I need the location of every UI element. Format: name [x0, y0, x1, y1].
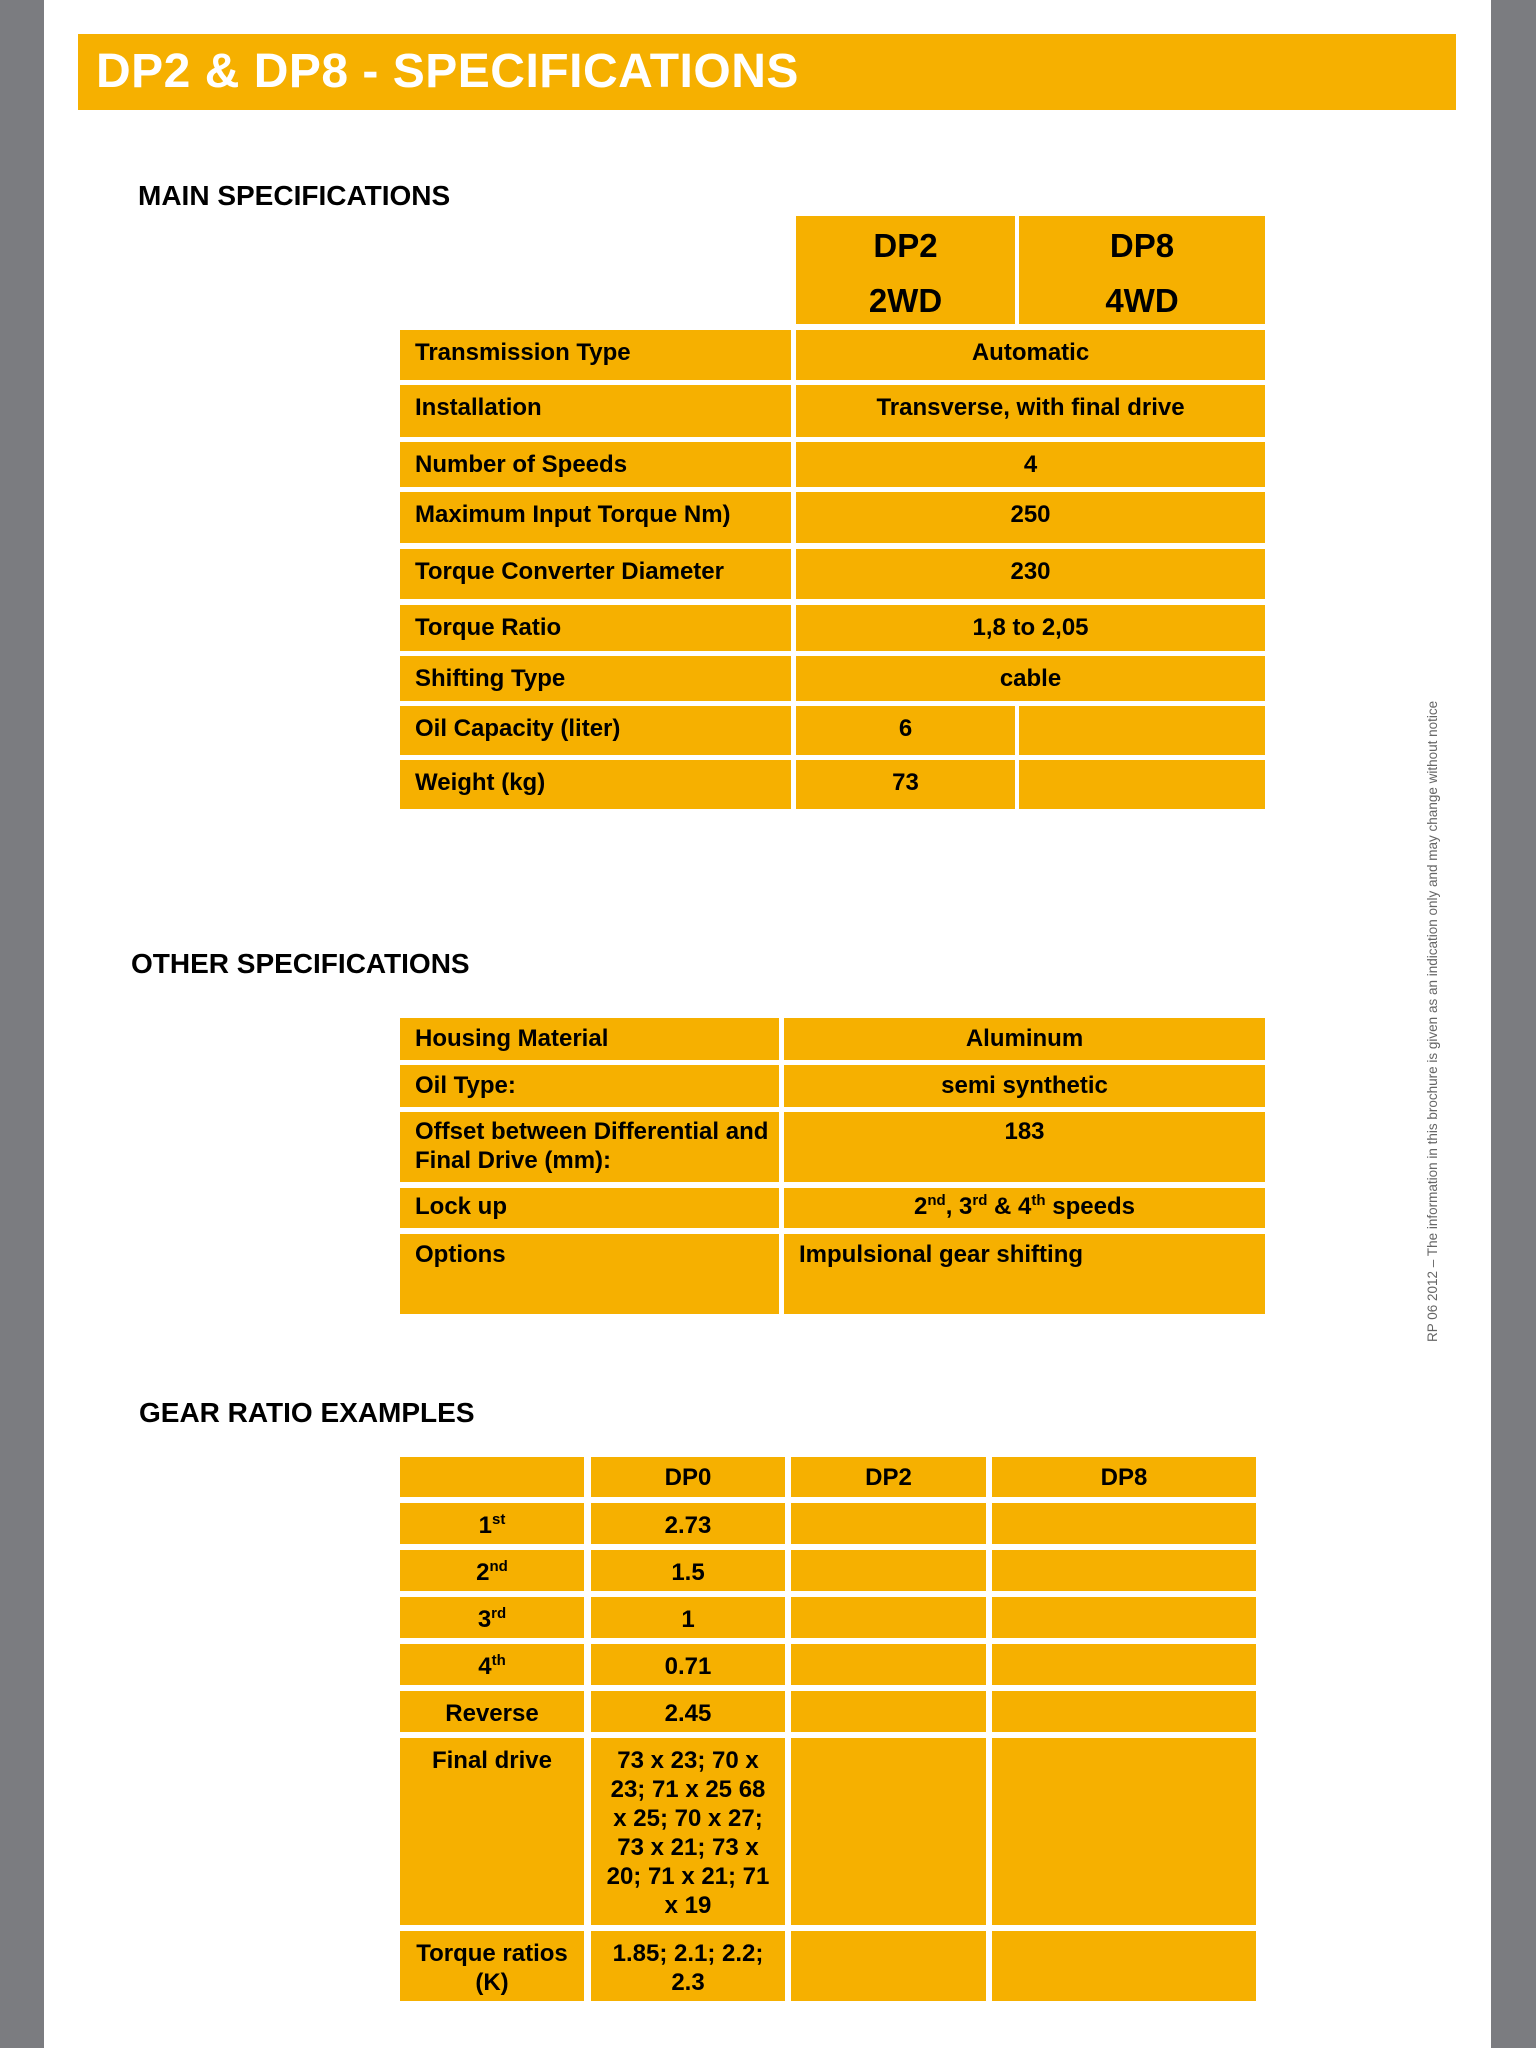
brochure-page [44, 0, 1491, 2048]
main-row-label: Maximum Input Torque Nm) [400, 492, 791, 543]
main-row-label: Torque Ratio [400, 605, 791, 651]
other-row-label: Options [400, 1234, 779, 1314]
lockup-sup: nd [927, 1192, 946, 1209]
gear-row-label [400, 1503, 584, 1544]
other-specs-title: OTHER SPECIFICATIONS [131, 948, 470, 979]
gear-header-cell: DP8 [992, 1457, 1256, 1497]
gear-dp0-value: 0.71 [591, 1644, 785, 1685]
gear-dp8-value [992, 1503, 1256, 1544]
gear-dp8-value [992, 1931, 1256, 2001]
main-header-dp8-model: DP8 [1109, 227, 1175, 264]
main-row-label: Number of Speeds [400, 442, 791, 487]
gear-dp0-value: 73 x 23; 70 x 23; 71 x 25 68 x 25; 70 x 27; 73 x 21; 73 x 20; 71 x 21; 71 x 19 [591, 1738, 785, 1925]
lockup-text: speeds [1045, 1193, 1135, 1220]
other-row-value: semi synthetic [784, 1065, 1265, 1107]
main-row-value: cable [796, 656, 1265, 701]
other-row-value [784, 1188, 1265, 1228]
gear-row-name: Final drive [431, 1747, 553, 1774]
gear-dp2-value [791, 1931, 986, 2001]
gear-dp8-value [992, 1691, 1256, 1732]
main-row-label: Shifting Type [400, 656, 791, 701]
gear-dp0-value: 1 [591, 1597, 785, 1638]
main-row-value: 250 [796, 492, 1265, 543]
gear-ordinal: 3 [477, 1606, 492, 1633]
gear-ordinal: 1 [478, 1512, 492, 1539]
gear-ordinal-suffix: rd [491, 1605, 507, 1622]
gear-ordinal-suffix: nd [489, 1558, 508, 1575]
main-row-value: 4 [796, 442, 1265, 487]
gear-dp0-value: 1.5 [591, 1550, 785, 1591]
gear-header-cell: DP2 [791, 1457, 986, 1497]
main-header-dp8 [1019, 216, 1265, 324]
main-row-value: 1,8 to 2,05 [796, 605, 1265, 651]
gear-dp0-value: 2.73 [591, 1503, 785, 1544]
gear-ordinal: Reverse [445, 1700, 539, 1727]
gear-dp2-value [791, 1691, 986, 1732]
gear-dp0-value: 1.85; 2.1; 2.2; 2.3 [591, 1931, 785, 2001]
gear-dp8-value [992, 1738, 1256, 1925]
lockup-text: 2 [914, 1193, 928, 1220]
main-row-label: Weight (kg) [400, 760, 791, 809]
lockup-sup: rd [972, 1192, 988, 1209]
other-row-value: 183 [784, 1112, 1265, 1182]
gear-ordinal-suffix: th [491, 1652, 506, 1669]
main-header-dp8-drive: 4WD [1105, 282, 1179, 319]
main-row-label: Oil Capacity (liter) [400, 706, 791, 755]
gear-row-label [400, 1597, 584, 1638]
gear-dp2-value [791, 1644, 986, 1685]
main-row-value: Automatic [796, 330, 1265, 380]
gear-dp2-value [791, 1738, 986, 1925]
gear-row-label [400, 1550, 584, 1591]
main-row-value: Transverse, with final drive [796, 385, 1265, 437]
lockup-sup: th [1031, 1192, 1046, 1209]
page-title: DP2 & DP8 - SPECIFICATIONS [78, 34, 1456, 110]
gear-header-cell: DP0 [591, 1457, 785, 1497]
other-row-label: Offset between Differential and Final Drive (mm): [400, 1112, 779, 1182]
main-row-dp8-value [1019, 706, 1265, 755]
main-header-dp2-drive: 2WD [868, 282, 943, 319]
main-row-value: 230 [796, 549, 1265, 599]
main-row-label: Torque Converter Diameter [400, 549, 791, 599]
main-row-label: Installation [400, 385, 791, 437]
lockup-text: & 4 [987, 1193, 1032, 1220]
gear-row-label [400, 1738, 584, 1925]
gear-ordinal: 4 [478, 1653, 492, 1680]
disclaimer-note: RP 06 2012 – The information in this brochure is given as an indication only and may change without notice [1425, 700, 1440, 1342]
other-row-label: Oil Type: [400, 1065, 779, 1107]
gear-dp8-value [992, 1550, 1256, 1591]
gear-ordinal: 2 [476, 1559, 490, 1586]
other-row-label: Housing Material [400, 1018, 779, 1060]
gear-dp0-value: 2.45 [591, 1691, 785, 1732]
gear-dp2-value [791, 1597, 986, 1638]
main-row-dp8-value [1019, 760, 1265, 809]
gear-dp2-value [791, 1503, 986, 1544]
main-row-dp2-value: 6 [796, 706, 1015, 755]
other-row-value: Aluminum [784, 1018, 1265, 1060]
main-header-dp2 [796, 216, 1015, 324]
other-row-label: Lock up [400, 1188, 779, 1228]
gear-row-name: Torque ratios (K) [416, 1940, 568, 1996]
gear-dp8-value [992, 1597, 1256, 1638]
gear-ratio-title: GEAR RATIO EXAMPLES [139, 1397, 475, 1428]
main-row-label: Transmission Type [400, 330, 791, 380]
lockup-text: , 3 [945, 1193, 973, 1220]
gear-row-label [400, 1644, 584, 1685]
main-specs-title: MAIN SPECIFICATIONS [138, 180, 451, 211]
gear-header-cell [400, 1457, 584, 1497]
gear-dp8-value [992, 1644, 1256, 1685]
main-header-dp2-model: DP2 [873, 227, 938, 264]
gear-dp2-value [791, 1550, 986, 1591]
other-row-value: Impulsional gear shifting [784, 1234, 1265, 1314]
gear-row-label [400, 1691, 584, 1732]
gear-ordinal-suffix: st [492, 1511, 506, 1528]
gear-row-label [400, 1931, 584, 2001]
main-row-dp2-value: 73 [796, 760, 1015, 809]
